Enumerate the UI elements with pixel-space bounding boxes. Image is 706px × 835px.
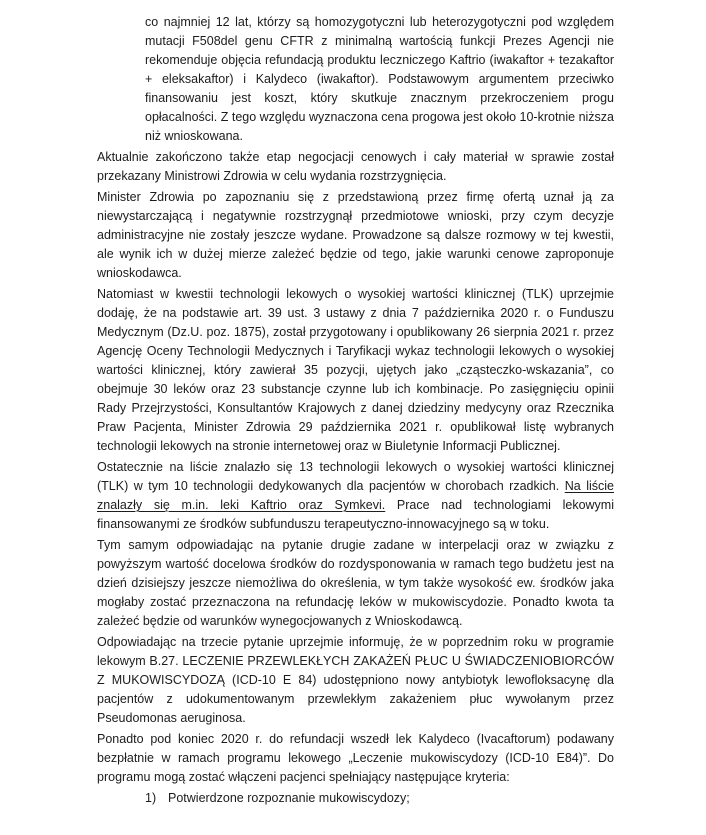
paragraph bbox=[97, 633, 614, 728]
paragraph-text: Prace nad technologiami lekowymi finansowanymi ze środków subfunduszu terapeutyczno-innowacyjnego są w toku. bbox=[97, 498, 615, 531]
paragraph-text: Natomiast w kwestii technologii lekowych o wysokiej wartości klinicznej (TLK) uprzejmie dodaję, że na podstawie art. 39 ust. 3 ustawy z dnia 7 października 2020 r. o Funduszu Medycznym (Dz.U. poz. 1875), został przygotowany i opublikowany 26 sierpnia 2021 r. przez Agencję Oceny Technologii Medycznych i Taryfikacji wykaz technologii lekowych o wysokiej wartości klinicznej, który zawierał 35 pozycji, ujętych jako „cząsteczko-wskazania”, co obejmuje 30 leków oraz 23 substancje czynne lub ich kombinacje. Po zasięgnięciu opinii Rady Przejrzystości, Konsultantów Krajowych z danej dziedziny medycyny oraz Rzecznika Praw Pacjenta, Minister Zdrowia 29 października 2021 r. opublikował listę wybranych technologii lekowych na stronie internetowej oraz w Biuletynie Informacji Publicznej. bbox=[97, 287, 614, 453]
list-item-marker: 1) bbox=[145, 791, 157, 805]
paragraph-text: Ostatecznie na liście znalazło się 13 technologii lekowych o wysokiej wartości klinicznej (TLK) w tym 10 technologii dedykowanych dla pacjentów w chorobach rzadkich. bbox=[97, 460, 614, 493]
paragraph-text: co najmniej 12 lat, którzy są homozygotyczni lub heterozygotyczni pod względem mutacji F508del genu CFTR z minimalną wartością funkcji Prezes Agencji nie rekomenduje objęcia refundacją produktu leczniczego Kaftrio (iwakaftor + tezakaftor + eleksakaftor) i Kalydeco (iwakaftor). Podstawowym argumentem przeciwko finansowaniu jest koszt, który skutkuje znacznym przekroczeniem progu opłacalności. Z tego względu wyznaczona cena progowa jest około 10-krotnie niższa niż wnioskowana. bbox=[145, 15, 615, 143]
paragraph-text: Ponadto pod koniec 2020 r. do refundacji wszedł lek Kalydeco (Ivacaftorum) podawany bezpłatnie w ramach programu lekowego „Leczenie mukowiscydozy (ICD-10 E84)”. Do programu mogą zostać włączeni pacjenci spełniający następujące kryteria: bbox=[97, 732, 614, 784]
paragraph bbox=[97, 13, 614, 146]
list-item-text: Potwierdzone rozpoznanie mukowiscydozy; bbox=[168, 791, 410, 805]
list-item bbox=[97, 789, 614, 808]
paragraph-text: Odpowiadając na trzecie pytanie uprzejmie informuję, że w poprzednim roku w programie lekowym B.27. LECZENIE PRZEWLEKŁYCH ZAKAŻEŃ PŁUC U ŚWIADCZENIOBIORCÓW Z MUKOWISCYDOZĄ (ICD-10 E 84) udostępniono nowy antybiotyk lewofloksacynę dla pacjentów z udokumentowanym przewlekłym zakażeniem płuc wywołanym przez Pseudomonas aeruginosa. bbox=[97, 635, 614, 725]
paragraph-text: Minister Zdrowia po zapoznaniu się z przedstawioną przez firmę ofertą uznał ją za niewystarczającą i negatywnie rozstrzygnął przedmiotowe wnioski, przy czym decyzje administracyjne nie zostały jeszcze wydane. Prowadzone są dalsze rozmowy w tej kwestii, ale wynik ich w dużej mierze zależeć będzie od tego, jakie warunki cenowe zaproponuje wnioskodawca. bbox=[97, 190, 614, 280]
paragraph bbox=[97, 730, 614, 787]
paragraph bbox=[97, 148, 614, 186]
paragraph-text: Tym samym odpowiadając na pytanie drugie zadane w interpelacji oraz w związku z powyższym wartość docelowa środków do rozdysponowania w ramach tego budżetu jest na dzień dzisiejszy jeszcze niemożliwa do określenia, w tym także wysokość ew. środków jaka mogłaby zostać przeznaczona na refundację leków w mukowiscydozie. Ponadto kwota ta zależeć będzie od warunków wynegocjowanych z Wnioskodawcą. bbox=[97, 538, 614, 628]
paragraph bbox=[97, 536, 614, 631]
paragraph-text: Aktualnie zakończono także etap negocjacji cenowych i cały materiał w sprawie został przekazany Ministrowi Zdrowia w celu wydania rozstrzygnięcia. bbox=[97, 150, 614, 183]
paragraph bbox=[97, 188, 614, 283]
paragraph bbox=[97, 285, 614, 456]
paragraph bbox=[97, 458, 614, 534]
document-body bbox=[97, 13, 614, 808]
underlined-text: Na liście znalazły się m.in. leki Kaftrio oraz Symkevi. bbox=[97, 479, 614, 512]
